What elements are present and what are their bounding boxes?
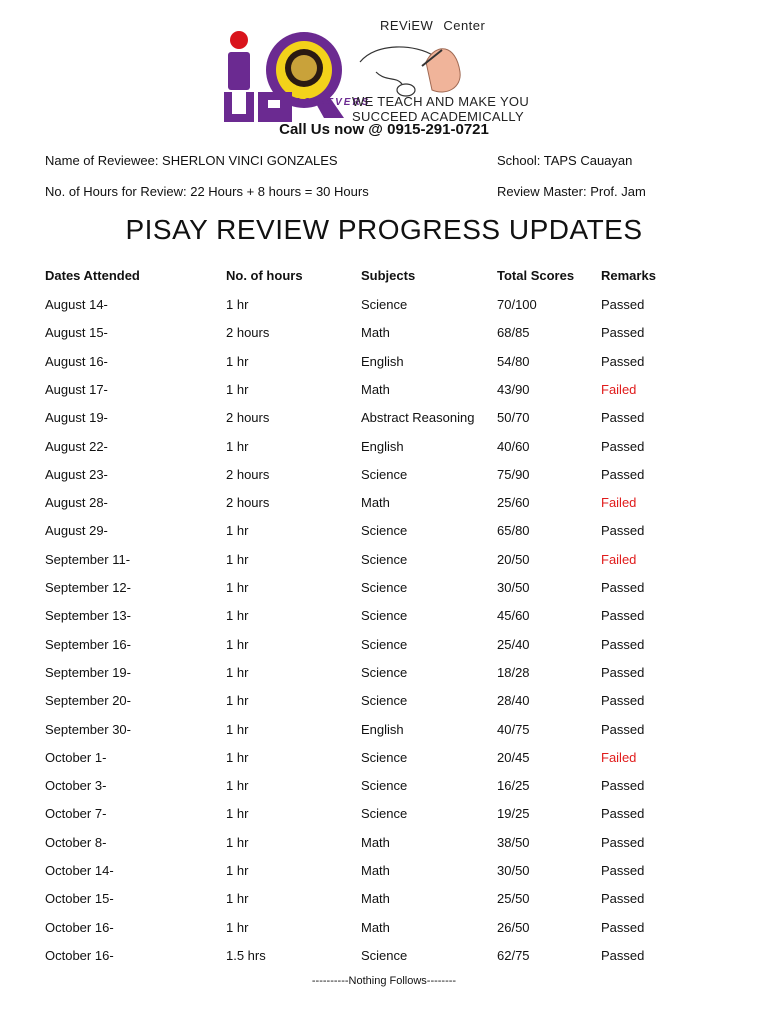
table-cell: 70/100	[497, 297, 537, 312]
table-cell: 1 hr	[226, 778, 249, 794]
call-us-phone: Call Us now @ 0915-291-0721	[279, 121, 489, 138]
table-cell: Math	[361, 495, 390, 511]
table-cell: Passed	[601, 325, 645, 341]
table-cell: October 7-	[45, 806, 107, 822]
table-cell: 65/80	[497, 523, 530, 539]
table-cell: September 16-	[45, 636, 131, 652]
table-cell: 43/90	[497, 381, 530, 397]
table-cell: Science	[361, 749, 408, 765]
table-cell: August 16-	[45, 353, 108, 369]
column-header: Dates Attended	[45, 268, 140, 283]
table-row	[0, 665, 768, 687]
achievers-label: ACHIEVERS	[294, 97, 371, 108]
tagline-line-1: WE TEACH AND MAKE YOU	[352, 94, 530, 109]
table-cell: August 14-	[45, 297, 108, 312]
table-cell: Passed	[601, 297, 645, 312]
column-header: Remarks	[601, 268, 656, 283]
table-cell: Math	[361, 325, 390, 341]
table-cell: 30/50	[497, 580, 530, 595]
table-row	[0, 325, 768, 347]
table-cell: 20/45	[497, 749, 530, 765]
table-cell: 40/60	[497, 438, 530, 454]
table-cell: 28/40	[497, 693, 530, 709]
table-row	[0, 608, 768, 630]
table-cell: 1 hr	[226, 834, 249, 850]
table-cell: English	[361, 353, 404, 369]
table-cell: 75/90	[497, 466, 530, 482]
table-cell: September 11-	[45, 551, 131, 567]
table-cell: Math	[361, 863, 390, 878]
table-row	[0, 523, 768, 545]
table-row	[0, 891, 768, 913]
review-hours: No. of Hours for Review: 22 Hours + 8 hours = 30 Hours	[45, 184, 369, 199]
table-cell: 26/50	[497, 919, 530, 935]
table-cell: Passed	[601, 523, 645, 539]
table-cell: 1 hr	[226, 806, 249, 822]
reviewee-name: Name of Reviewee: SHERLON VINCI GONZALES	[45, 153, 338, 168]
table-cell: October 16-	[45, 947, 114, 963]
table-cell: Passed	[601, 919, 645, 935]
table-row	[0, 750, 768, 772]
table-cell: October 16-	[45, 919, 114, 935]
table-cell: 1.5 hrs	[226, 947, 266, 963]
table-cell: 1 hr	[226, 919, 249, 935]
table-cell: Passed	[601, 806, 645, 822]
table-cell: Passed	[601, 438, 645, 454]
table-row	[0, 778, 768, 800]
table-cell: September 30-	[45, 721, 131, 737]
table-cell: Science	[361, 664, 408, 680]
table-cell: September 20-	[45, 693, 131, 709]
page-title: PISAY REVIEW PROGRESS UPDATES	[125, 214, 643, 245]
table-cell: 1 hr	[226, 353, 249, 369]
table-row	[0, 552, 768, 574]
table-cell: October 15-	[45, 891, 114, 907]
school-name: School: TAPS Cauayan	[497, 153, 633, 168]
column-header: Total Scores	[497, 268, 575, 283]
table-cell: October 3-	[45, 778, 107, 794]
table-cell: Science	[361, 551, 408, 567]
table-row	[0, 467, 768, 489]
header-logo	[222, 14, 552, 124]
table-cell: Passed	[601, 721, 645, 737]
table-row	[0, 835, 768, 857]
review-master: Review Master: Prof. Jam	[497, 184, 646, 199]
table-cell: Passed	[601, 834, 645, 850]
table-cell: 1 hr	[226, 381, 249, 397]
table-cell: 2 hours	[226, 325, 270, 341]
table-cell: 38/50	[497, 834, 530, 850]
table-cell: Science	[361, 636, 408, 652]
table-cell: Passed	[601, 947, 645, 963]
table-cell: Science	[361, 466, 408, 482]
table-cell: 68/85	[497, 325, 530, 341]
table-cell: English	[361, 721, 404, 737]
table-cell: Science	[361, 580, 408, 595]
table-cell: 62/75	[497, 947, 530, 963]
table-cell: Math	[361, 834, 390, 850]
table-cell: 54/80	[497, 353, 530, 369]
table-cell: Passed	[601, 353, 645, 369]
table-cell: Math	[361, 891, 390, 907]
table-cell: August 15-	[45, 325, 108, 341]
table-cell: 40/75	[497, 721, 530, 737]
table-cell: August 29-	[45, 523, 108, 539]
center-word: Center	[443, 18, 486, 33]
table-row	[0, 297, 768, 319]
tagline	[352, 94, 529, 124]
table-cell: 1 hr	[226, 891, 249, 907]
table-cell: Passed	[601, 863, 645, 878]
table-cell: Math	[361, 919, 390, 935]
column-header: Subjects	[361, 268, 416, 283]
table-row	[0, 382, 768, 404]
table-cell: 1 hr	[226, 523, 249, 539]
table-row	[0, 722, 768, 744]
table-cell: 1 hr	[226, 664, 249, 680]
table-cell: 2 hours	[226, 410, 270, 426]
table-cell: 1 hr	[226, 297, 249, 312]
table-cell: 1 hr	[226, 551, 249, 567]
table-cell: 25/40	[497, 636, 530, 652]
table-cell: 1 hr	[226, 608, 249, 624]
table-cell: 1 hr	[226, 636, 249, 652]
table-cell: Science	[361, 947, 408, 963]
table-row	[0, 439, 768, 461]
table-cell: Passed	[601, 580, 645, 595]
table-cell: August 22-	[45, 438, 108, 454]
table-cell: Failed	[601, 551, 637, 567]
table-cell: 20/50	[497, 551, 530, 567]
table-cell: Passed	[601, 410, 645, 426]
table-cell: 1 hr	[226, 863, 249, 878]
column-header: No. of hours	[226, 268, 303, 283]
table-cell: 1 hr	[226, 693, 249, 709]
table-cell: 45/60	[497, 608, 530, 624]
table-cell: Science	[361, 523, 408, 539]
table-cell: Passed	[601, 693, 645, 709]
review-center-label	[380, 18, 485, 33]
table-cell: Passed	[601, 664, 645, 680]
table-row	[0, 920, 768, 942]
table-row	[0, 495, 768, 517]
table-cell: August 23-	[45, 466, 108, 482]
table-cell: Failed	[601, 495, 637, 511]
table-cell: 50/70	[497, 410, 530, 426]
review-word: REViEW	[380, 18, 434, 33]
table-cell: Math	[361, 381, 390, 397]
table-cell: 2 hours	[226, 466, 270, 482]
table-cell: September 12-	[45, 580, 131, 595]
table-cell: Failed	[601, 749, 637, 765]
table-cell: 1 hr	[226, 721, 249, 737]
iq-up-logo-icon	[222, 30, 347, 124]
table-cell: 1 hr	[226, 749, 249, 765]
table-cell: 2 hours	[226, 495, 270, 511]
table-cell: Abstract Reasoning	[361, 410, 475, 426]
table-cell: Science	[361, 297, 408, 312]
table-cell: September 13-	[45, 608, 131, 624]
table-cell: 16/25	[497, 778, 530, 794]
table-row	[0, 354, 768, 376]
hand-with-pen-icon	[356, 32, 466, 98]
table-cell: 1 hr	[226, 438, 249, 454]
table-cell: October 14-	[45, 863, 114, 878]
nothing-follows-footer: ----------Nothing Follows--------	[311, 975, 457, 987]
tagline-line-2: SUCCEED ACADEMICALLY	[352, 109, 524, 124]
table-cell: Science	[361, 778, 408, 794]
table-row	[0, 863, 768, 885]
table-row	[0, 693, 768, 715]
table-cell: 1 hr	[226, 580, 249, 595]
table-cell: 19/25	[497, 806, 530, 822]
table-cell: August 28-	[45, 495, 108, 511]
table-cell: September 19-	[45, 664, 131, 680]
table-cell: 30/50	[497, 863, 530, 878]
table-row	[0, 806, 768, 828]
table-cell: Passed	[601, 608, 645, 624]
table-row	[0, 580, 768, 602]
table-header-row	[0, 268, 768, 290]
table-cell: 18/28	[497, 664, 530, 680]
table-cell: August 19-	[45, 410, 108, 426]
table-row	[0, 410, 768, 432]
table-cell: Science	[361, 806, 408, 822]
table-cell: Passed	[601, 891, 645, 907]
table-cell: October 1-	[45, 749, 107, 765]
table-cell: 25/60	[497, 495, 530, 511]
table-cell: Passed	[601, 636, 645, 652]
table-row	[0, 637, 768, 659]
table-cell: Science	[361, 608, 408, 624]
table-cell: Passed	[601, 466, 645, 482]
table-cell: English	[361, 438, 404, 454]
table-cell: Failed	[601, 381, 637, 397]
table-cell: 25/50	[497, 891, 530, 907]
table-cell: August 17-	[45, 381, 108, 397]
table-cell: Passed	[601, 778, 645, 794]
table-row	[0, 948, 768, 970]
table-cell: October 8-	[45, 834, 107, 850]
table-cell: Science	[361, 693, 408, 709]
